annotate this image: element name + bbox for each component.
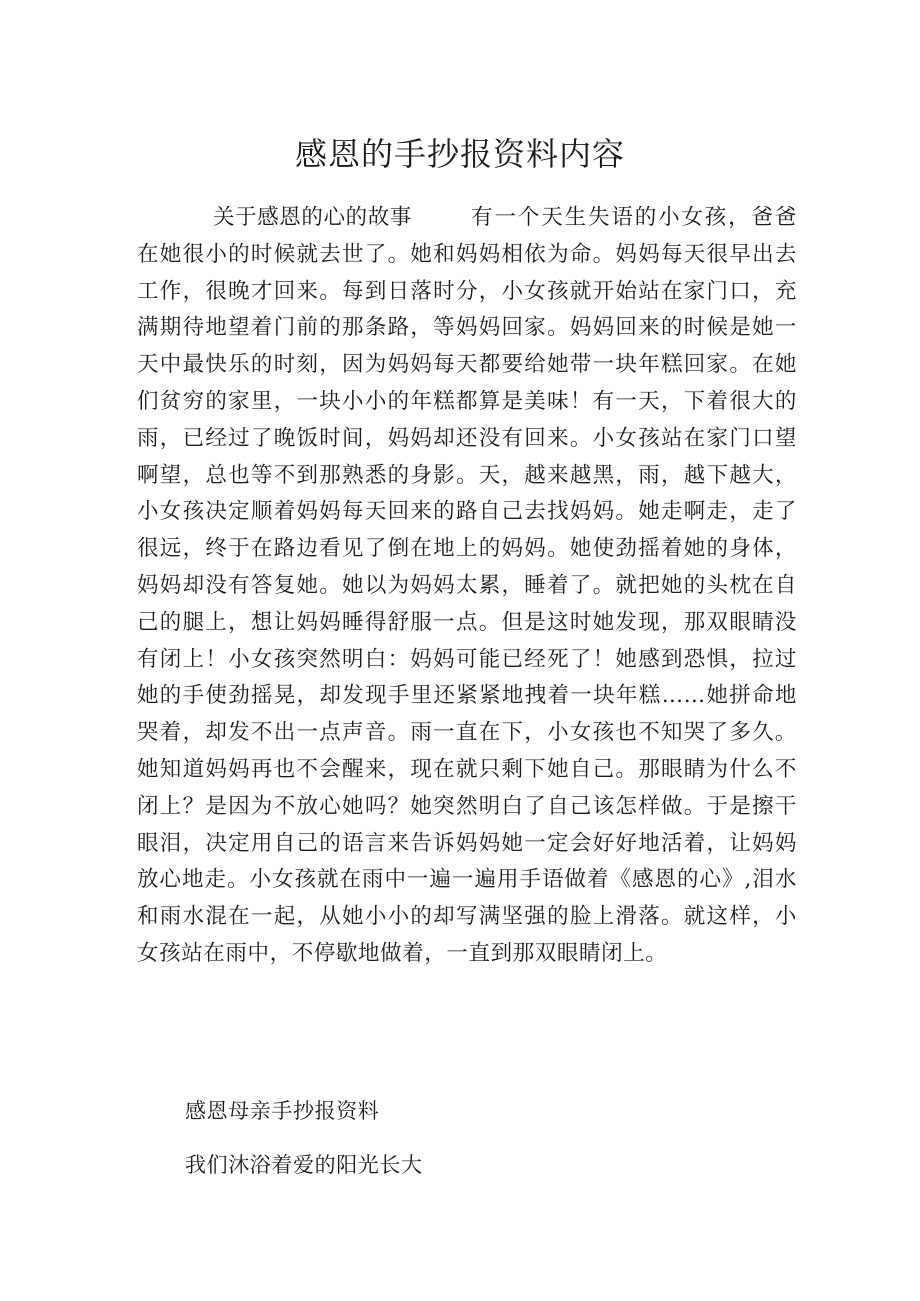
story-body: 有一个天生失语的小女孩，爸爸在她很小的时候就去世了。她和妈妈相依为命。妈妈每天很早出去工作，很晚才回来。每到日落时分，小女孩就开始站在家门口，充满期待地望着门前的那条路，等妈妈回家。妈妈回来的时候是她一天中最快乐的时刻，因为妈妈每天都要给她带一块年糕回家。在她们贫穷的家里，一块小小的年糕都算是美味！有一天，下着很大的雨，已经过了晚饭时间，妈妈却还没有回来。小女孩站在家门口望啊望，总也等不到那熟悉的身影。天，越来越黑，雨，越下越大，小女孩决定顺着妈妈每天回来的路自己去找妈妈。她走啊走，走了很远，终于在路边看见了倒在地上的妈妈。她使劲摇着她的身体，妈妈却没有答复她。她以为妈妈太累，睡着了。就把她的头枕在自己的腿上，想让妈妈睡得舒服一点。但是这时她发现，那双眼睛没有闭上！小女孩突然明白：妈妈可能已经死了！她感到恐惧，拉过她的手使劲摇晃，却发现手里还紧紧地拽着一块年糕……她拼命地哭着，却发不出一点声音。雨一直在下，小女孩也不知哭了多久。她知道妈妈再也不会醒来，现在就只剩下她自己。那眼睛为什么不闭上？是因为不放心她吗？她突然明白了自己该怎样做。于是擦干眼泪，决定用自己的语言来告诉妈妈她一定会好好地活着，让妈妈放心地走。小女孩就在雨中一遍一遍用手语做着《感恩的心》,泪水和雨水混在一起，从她小小的却写满坚强的脸上滑落。就这样，小女孩站在雨中，不停歇地做着，一直到那双眼睛闭上。 [137,205,797,966]
document-title: 感恩的手抄报资料内容 [294,135,625,173]
story-label: 关于感恩的心的故事 [213,205,412,230]
subheading-sunshine: 我们沐浴着爱的阳光长大 [185,1153,423,1177]
story-paragraph [137,200,797,973]
subheading-mother: 感恩母亲手抄报资料 [185,1099,380,1123]
